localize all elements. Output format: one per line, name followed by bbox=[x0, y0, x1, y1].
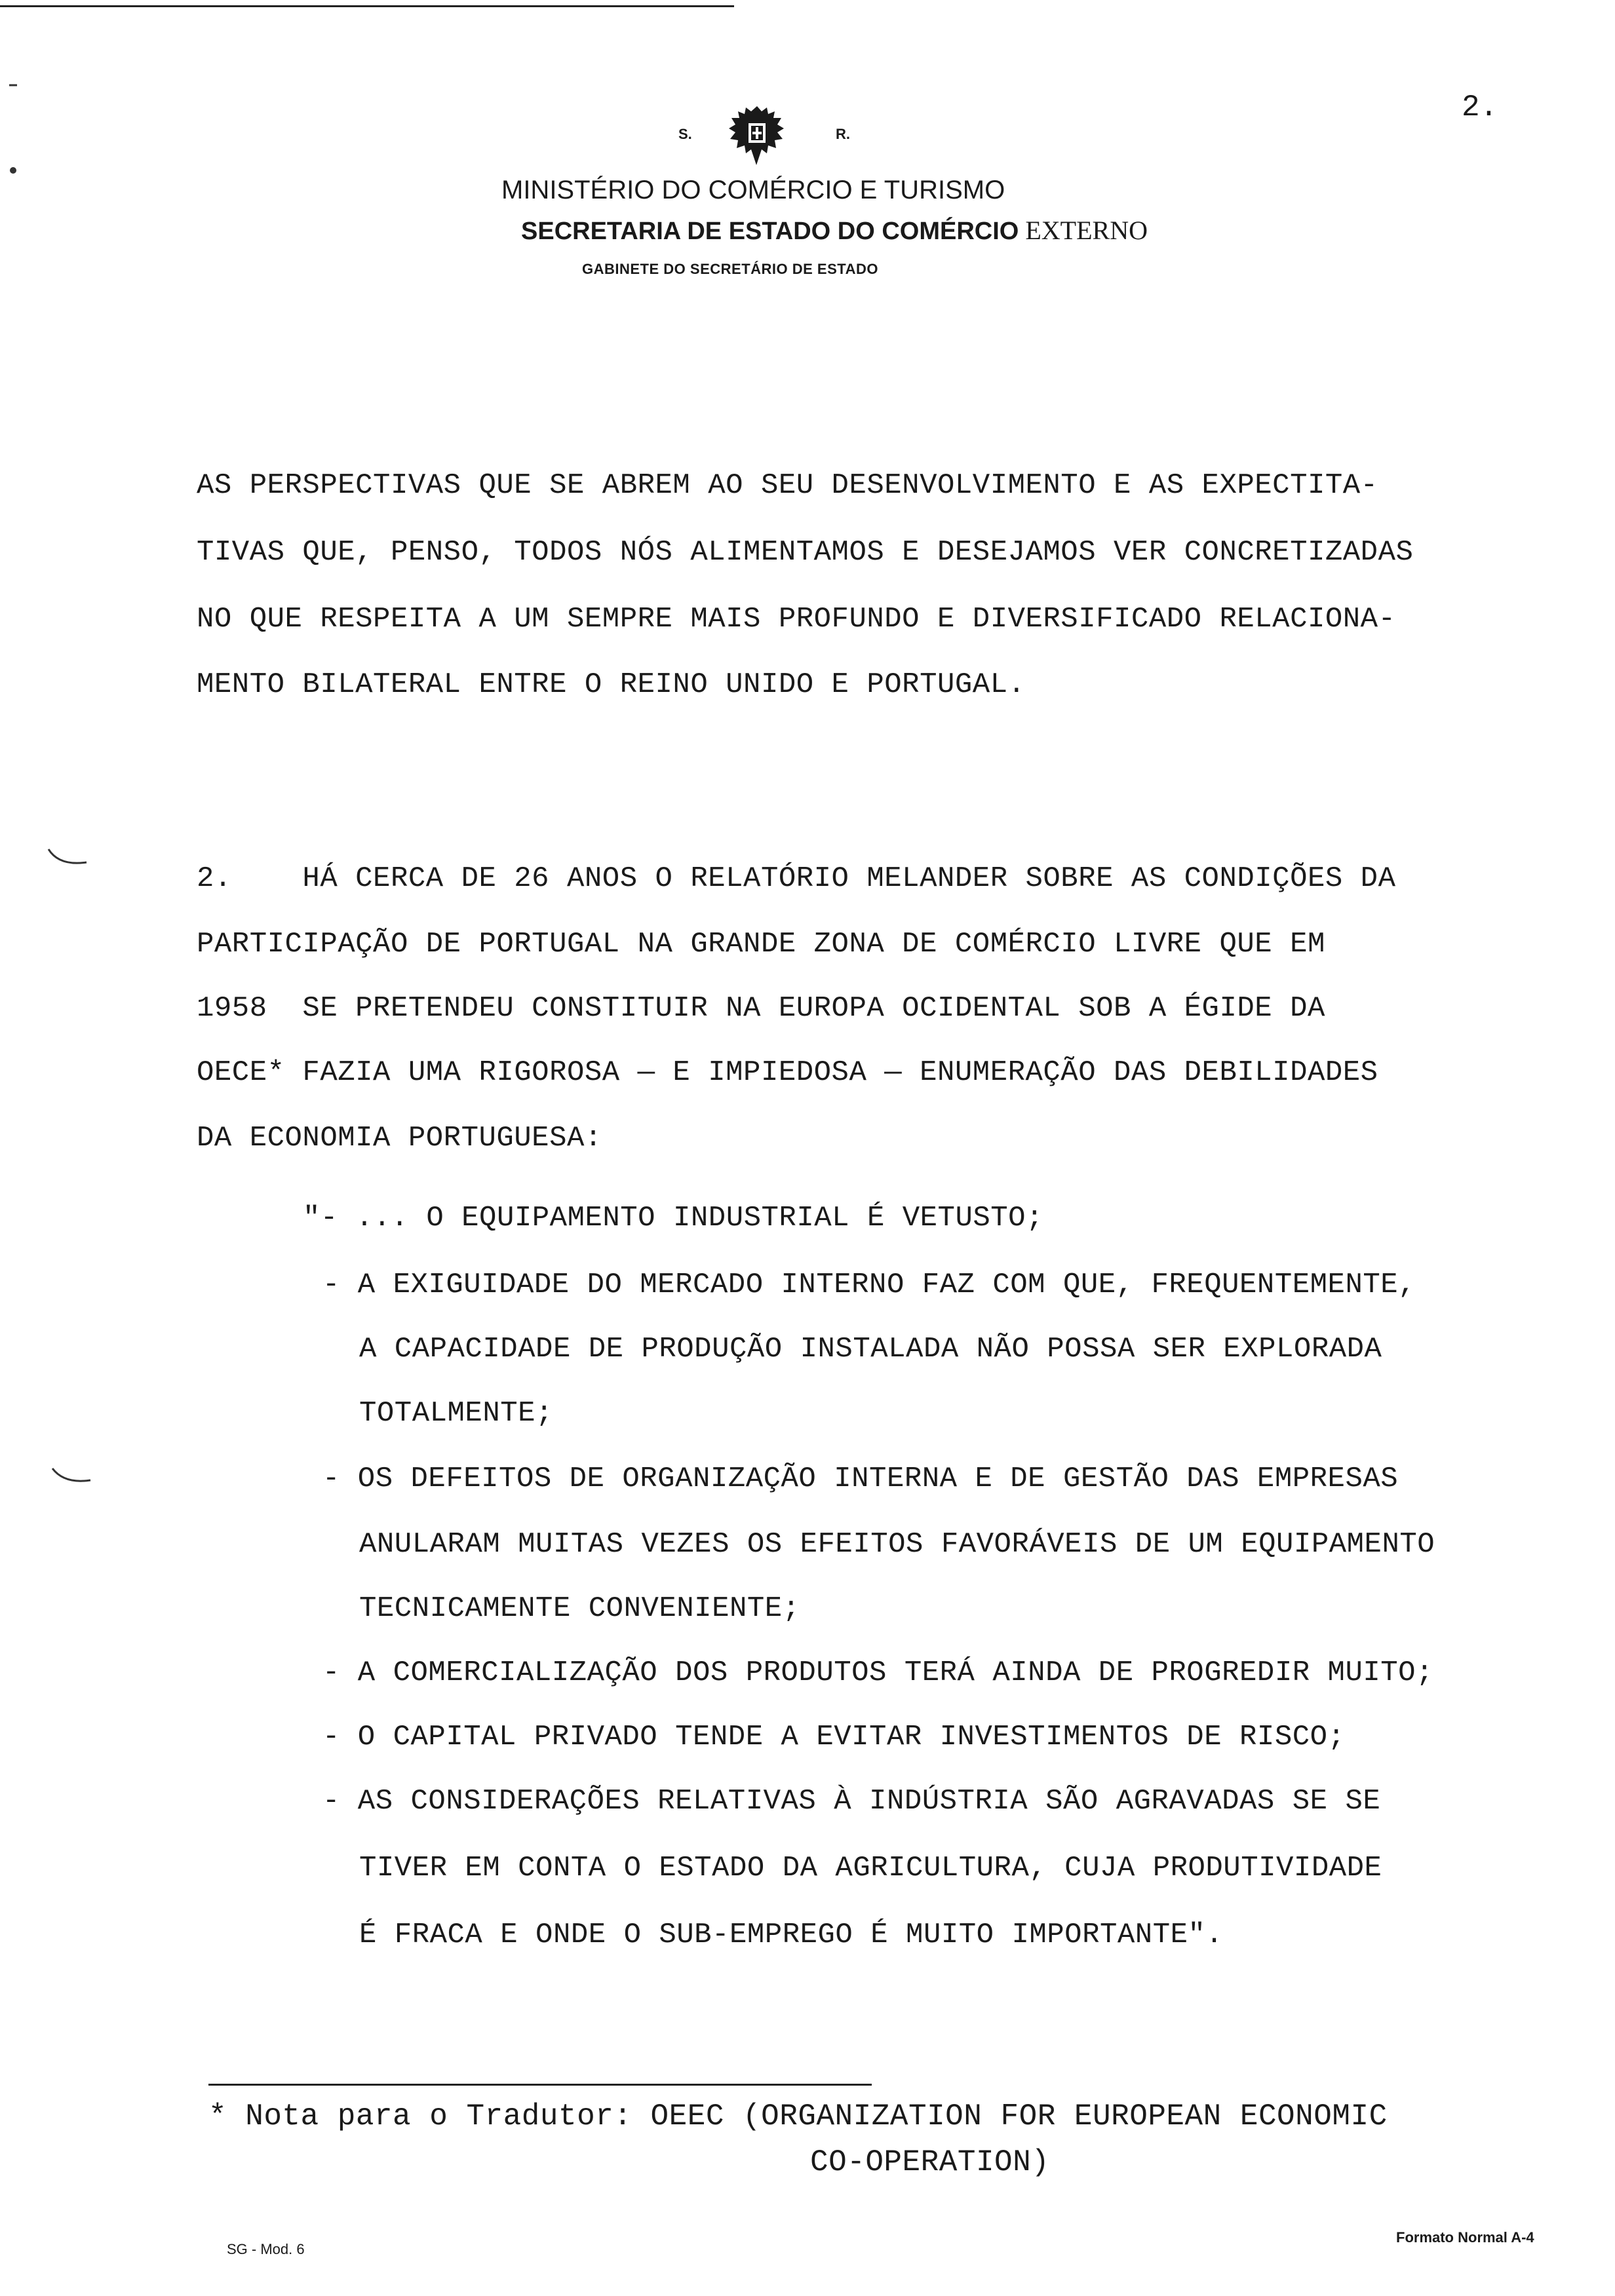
footnote-line: * Nota para o Tradutor: OEEC (ORGANIZATION FOR EUROPEAN ECONOMIC bbox=[208, 2099, 1388, 2133]
paragraph1-line: TIVAS QUE, PENSO, TODOS NÓS ALIMENTAMOS E DESEJAMOS VER CONCRETIZADAS bbox=[197, 536, 1414, 569]
secretaria-bold-text: SECRETARIA DE ESTADO DO COMÉRCIO bbox=[521, 218, 1019, 245]
paragraph2-line: 2. HÁ CERCA DE 26 ANOS O RELATÓRIO MELANDER SOBRE AS CONDIÇÕES DA bbox=[197, 862, 1396, 895]
letterhead-left-initial: S. bbox=[678, 126, 692, 142]
paragraph2-line: DA ECONOMIA PORTUGUESA: bbox=[197, 1122, 602, 1155]
coat-of-arms-emblem bbox=[728, 104, 787, 169]
paragraph1-line: AS PERSPECTIVAS QUE SE ABREM AO SEU DESENVOLVIMENTO E AS EXPECTITA- bbox=[197, 469, 1378, 502]
gabinete-heading: GABINETE DO SECRETÁRIO DE ESTADO bbox=[582, 261, 878, 277]
top-edge-rule bbox=[0, 5, 734, 7]
secretaria-ext-text: EXTERNO bbox=[1019, 216, 1148, 245]
quote-line: - A COMERCIALIZAÇÃO DOS PRODUTOS TERÁ AINDA DE PROGREDIR MUITO; bbox=[322, 1656, 1433, 1689]
letterhead-right-initial: R. bbox=[836, 126, 850, 142]
margin-curve-mark bbox=[46, 845, 92, 871]
footnote-separator bbox=[208, 2084, 872, 2086]
quote-line: TECNICAMENTE CONVENIENTE; bbox=[359, 1592, 800, 1625]
paragraph2-line: OECE* FAZIA UMA RIGOROSA — E IMPIEDOSA — ENUMERAÇÃO DAS DEBILIDADES bbox=[197, 1056, 1378, 1089]
quote-line: ANULARAM MUITAS VEZES OS EFEITOS FAVORÁVEIS DE UM EQUIPAMENTO bbox=[359, 1528, 1435, 1561]
footnote-line: CO-OPERATION) bbox=[810, 2145, 1050, 2179]
quote-line: "- ... O EQUIPAMENTO INDUSTRIAL É VETUSTO; bbox=[303, 1202, 1043, 1234]
quote-line: TOTALMENTE; bbox=[359, 1397, 553, 1430]
quote-line: - O CAPITAL PRIVADO TENDE A EVITAR INVESTIMENTOS DE RISCO; bbox=[322, 1721, 1346, 1753]
page-number: 2. bbox=[1462, 90, 1498, 124]
margin-punch-marks bbox=[7, 79, 20, 183]
secretaria-heading bbox=[521, 215, 1148, 246]
quote-line: TIVER EM CONTA O ESTADO DA AGRICULTURA, CUJA PRODUTIVIDADE bbox=[359, 1852, 1382, 1885]
quote-line: - OS DEFEITOS DE ORGANIZAÇÃO INTERNA E DE GESTÃO DAS EMPRESAS bbox=[322, 1463, 1399, 1495]
paragraph1-line: MENTO BILATERAL ENTRE O REINO UNIDO E PORTUGAL. bbox=[197, 668, 1026, 701]
paragraph2-line: 1958 SE PRETENDEU CONSTITUIR NA EUROPA OCIDENTAL SOB A ÉGIDE DA bbox=[197, 992, 1325, 1025]
quote-line: É FRACA E ONDE O SUB-EMPREGO É MUITO IMPORTANTE". bbox=[359, 1919, 1224, 1951]
quote-line: A CAPACIDADE DE PRODUÇÃO INSTALADA NÃO POSSA SER EXPLORADA bbox=[359, 1333, 1382, 1366]
ministry-heading: MINISTÉRIO DO COMÉRCIO E TURISMO bbox=[501, 176, 1005, 204]
paragraph1-line: NO QUE RESPEITA A UM SEMPRE MAIS PROFUNDO E DIVERSIFICADO RELACIONA- bbox=[197, 603, 1396, 636]
quote-line: - A EXIGUIDADE DO MERCADO INTERNO FAZ COM QUE, FREQUENTEMENTE, bbox=[322, 1269, 1416, 1301]
paper-format: Formato Normal A-4 bbox=[1396, 2229, 1534, 2246]
quote-line: - AS CONSIDERAÇÕES RELATIVAS À INDÚSTRIA SÃO AGRAVADAS SE SE bbox=[322, 1785, 1381, 1818]
margin-curve-mark-2 bbox=[50, 1464, 96, 1491]
paragraph2-line: PARTICIPAÇÃO DE PORTUGAL NA GRANDE ZONA DE COMÉRCIO LIVRE QUE EM bbox=[197, 928, 1325, 961]
form-code: SG - Mod. 6 bbox=[227, 2241, 305, 2257]
